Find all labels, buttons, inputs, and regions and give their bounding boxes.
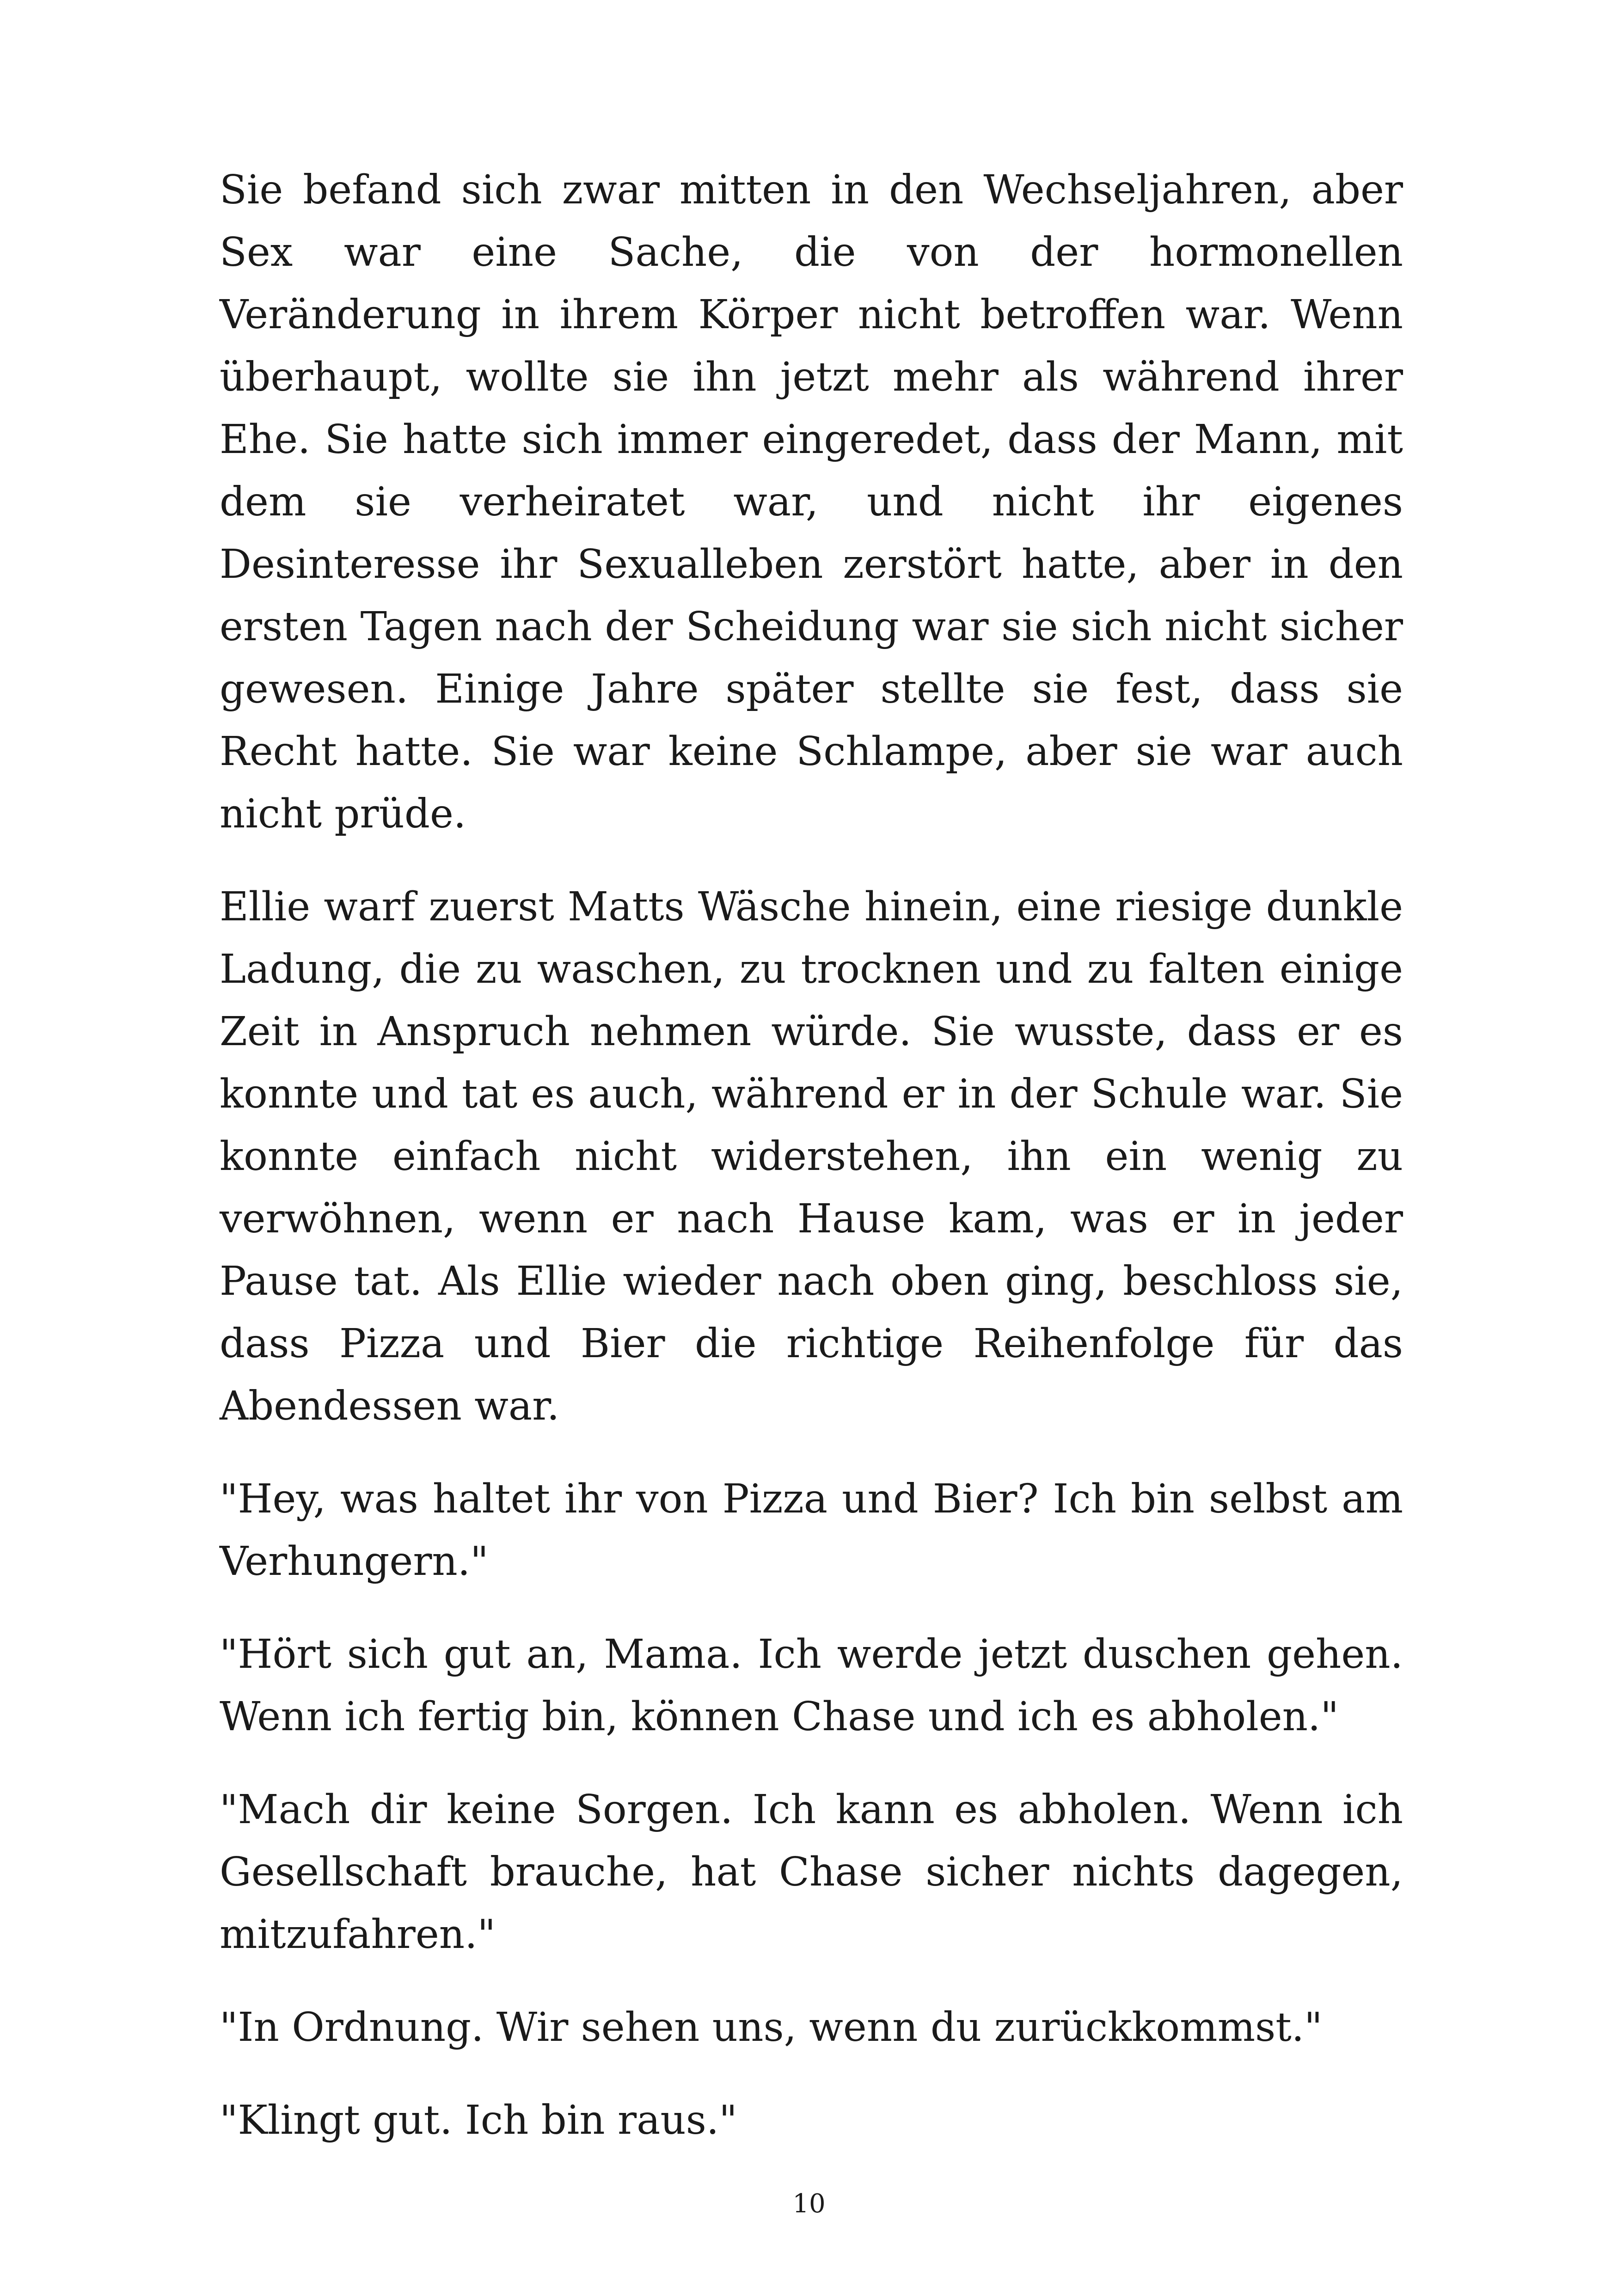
paragraph-1: Sie befand sich zwar mitten in den Wechseljahren, aber Sex war eine Sache, die von der hormonellen Veränderung in ihrem Körper nicht betroffen war. Wenn überhaupt, wollte sie ihn jetzt mehr als während ihrer Ehe. Sie hatte sich immer eingeredet, dass der Mann, mit dem sie verheiratet war, und nicht ihr eigenes Desinteresse ihr Sexualleben zerstört hatte, aber in den ersten Tagen nach der Scheidung war sie sich nicht sicher gewesen. Einige Jahre später stellte sie fest, dass sie Recht hatte. Sie war keine Schlampe, aber sie war auch nicht prüde. <box>220 167 1403 837</box>
paragraph-5: "Mach dir keine Sorgen. Ich kann es abholen. Wenn ich Gesellschaft brauche, hat Chase sicher nichts dagegen, mitzufahren." <box>220 1787 1403 1958</box>
page-number: 10 <box>792 2189 826 2219</box>
paragraph-2: Ellie warf zuerst Matts Wäsche hinein, eine riesige dunkle Ladung, die zu waschen, zu trocknen und zu falten einige Zeit in Anspruch nehmen würde. Sie wusste, dass er es konnte und tat es auch, während er in der Schule war. Sie konnte einfach nicht widerstehen, ihn ein wenig zu verwöhnen, wenn er nach Hause kam, was er in jeder Pause tat. Als Ellie wieder nach oben ging, beschloss sie, dass Pizza und Bier die richtige Reihenfolge für das Abendessen war. <box>220 884 1403 1429</box>
paragraph-3: "Hey, was haltet ihr von Pizza und Bier? Ich bin selbst am Verhungern." <box>220 1476 1403 1585</box>
paragraph-6: "In Ordnung. Wir sehen uns, wenn du zurückkommst." <box>220 2004 1323 2051</box>
body-text <box>220 159 1403 2182</box>
paragraph-7: "Klingt gut. Ich bin raus." <box>220 2097 737 2143</box>
paragraph-4: "Hört sich gut an, Mama. Ich werde jetzt duschen gehen. Wenn ich fertig bin, können Chase und ich es abholen." <box>220 1631 1403 1740</box>
